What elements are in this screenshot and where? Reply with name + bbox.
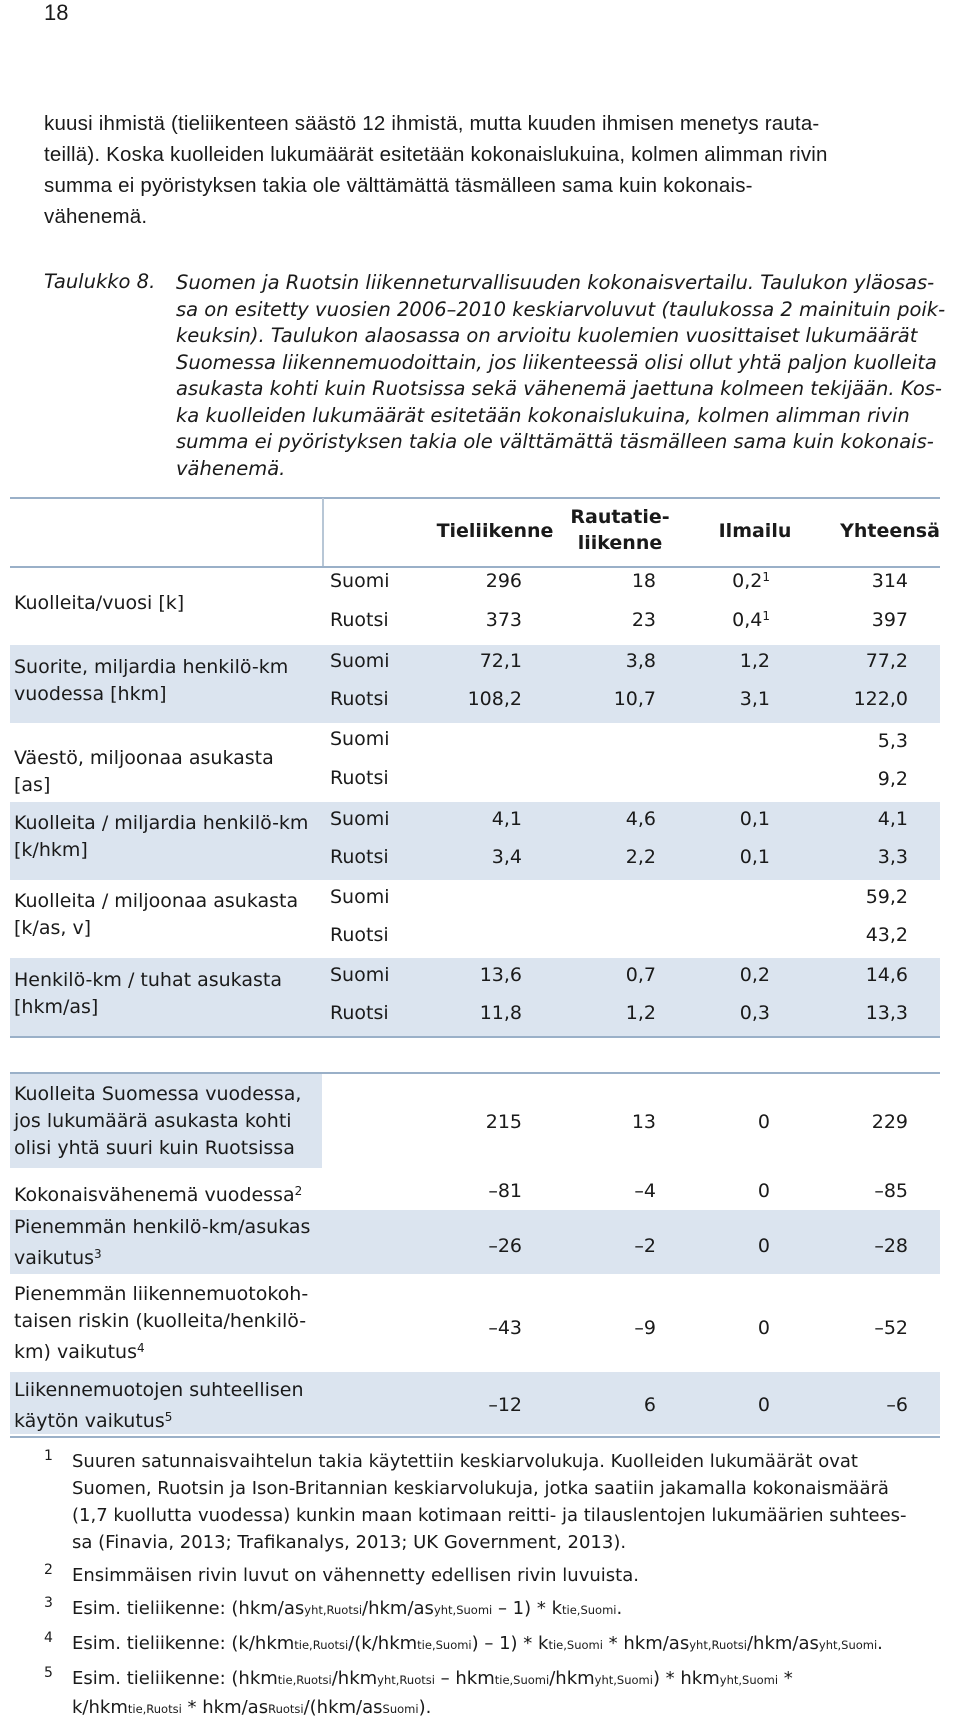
header-rautatieliikenne-1: Rautatie- [570,506,670,528]
body-line: kuusi ihmistä (tieliikenteen säästö 12 ihmistä, mutta kuuden ihmisen menetys rauta- [44,112,820,135]
country-label: Ruotsi [330,1002,389,1024]
body-line: summa ei pyöristyksen takia ole välttämättä täsmälleen sama kuin kokonais- [44,174,753,197]
table-cell: –26 [488,1235,522,1257]
table-cell: –43 [488,1317,522,1339]
table-cell: –6 [886,1394,908,1416]
caption-line: Suomen ja Ruotsin liikenneturvallisuuden kokonaisvertailu. Taulukon yläosas- [176,271,935,294]
footnote-line: Ensimmäisen rivin luvut on vähennetty edellisen rivin luvuista. [72,1565,639,1586]
table-cell-value: 0,4 [732,609,763,631]
table-caption-label: Taulukko 8. [44,270,156,293]
table-cell: 10,7 [613,688,656,710]
footnote-line: Suomen, Ruotsin ja Ison-Britannian keskiarvolukuja, jotka saatiin jakamalla kokonaismäärä [72,1478,889,1499]
table-cell: 0,7 [625,964,656,986]
footnotes [44,1448,924,1723]
caption-line: keuksin). Taulukon alaosassa on arvioitu kuolemien vuosittaiset lukumäärät [176,324,918,347]
table-cell: 0 [757,1317,770,1339]
table-cell: 1,2 [739,650,770,672]
footnote-1 [44,1448,924,1556]
footnote-number: 1 [44,1448,53,1464]
footnote-ref: 4 [136,1341,145,1355]
table-cell: –28 [874,1235,908,1257]
table-cell: 296 [485,570,522,592]
country-label: Ruotsi [330,767,389,789]
footnote-4 [44,1630,924,1659]
country-label: Suomi [330,964,390,986]
table-cell: 122,0 [853,688,908,710]
bottom-row-label [14,1178,314,1209]
header-ilmailu: Ilmailu [718,520,792,542]
table-cell: –85 [874,1180,908,1202]
label-text: Liikennemuotojen suhteellisen käytön vaikutus [14,1379,304,1432]
table-cell: 108,2 [467,688,522,710]
table-cell: 77,2 [865,650,908,672]
footnote-line: (1,7 kuollutta vuodessa) kunkin maan kotimaan reitti- ja tilauslentojen lukumäärien suhtees- [72,1505,907,1526]
table-cell: 13,3 [865,1002,908,1024]
table-cell: 23 [631,609,656,631]
footnote-ref: 2 [294,1184,303,1198]
caption-line: summa ei pyöristyksen takia ole välttämättä täsmälleen sama kuin kokonais- [176,430,934,453]
footnote-number: 5 [44,1665,53,1681]
label-text: Pienemmän henkilö-km/asukas vaikutus [14,1216,311,1269]
table-cell: –4 [634,1180,656,1202]
table-cell: 0,1 [739,846,770,868]
table-cell: –52 [874,1317,908,1339]
table-rule [10,1036,940,1038]
header-yhteensa: Yhteensä [840,520,940,542]
footnote-line: k/hkmtie,Ruotsi * hkm/asRuotsi/(hkm/asSuomi). [72,1697,432,1718]
country-label: Suomi [330,570,390,592]
caption-line: Suomessa liikennemuodoittain, jos liikenteessä olisi ollut yhtä paljon kuolleita [176,350,937,374]
country-label: Suomi [330,728,390,750]
table-cell: 0 [757,1394,770,1416]
footnote-line: Suuren satunnaisvaihtelun takia käytettiin keskiarvolukuja. Kuolleiden lukumäärät ovat [72,1451,858,1472]
footnote-5 [44,1665,924,1723]
group-label: Kuolleita / miljoonaa asukasta [k/as, v] [14,890,299,939]
country-label: Ruotsi [330,846,389,868]
table-cell: 2,2 [625,846,656,868]
group-label: Suorite, miljardia henkilö-km vuodessa [hkm] [14,656,289,705]
table-cell: 0,1 [739,808,770,830]
country-label: Ruotsi [330,924,389,946]
group-label: Henkilö-km / tuhat asukasta [hkm/as] [14,969,282,1018]
table-cell-value: 0,2 [732,570,763,592]
footnote-ref: 1 [762,609,770,623]
country-label: Ruotsi [330,609,389,631]
table-cell: 13 [631,1111,656,1133]
group-label: Väestö, miljoonaa asukasta [as] [14,747,274,796]
table-cell: 3,8 [625,650,656,672]
caption-line: sa on esitetty vuosien 2006–2010 keskiarvoluvut (taulukossa 2 mainituin poik- [176,297,946,321]
table-caption [176,270,946,482]
table-cell: 43,2 [865,924,908,946]
table-cell: –9 [634,1317,656,1339]
page-number: 18 [44,0,69,25]
table-cell: 0,2 [739,964,770,986]
table-cell: 3,4 [491,846,522,868]
table-cell: 373 [485,609,522,631]
table-cell: –2 [634,1235,656,1257]
table-cell: 215 [485,1111,522,1133]
table-cell [690,609,770,631]
group-label: Kuolleita/vuosi [k] [14,592,185,614]
footnote-number: 2 [44,1562,53,1578]
table-cell: 3,1 [739,688,770,710]
table-cell: 0 [757,1235,770,1257]
bottom-row-label: Kuolleita Suomessa vuodessa, jos lukumäärä asukasta kohti olisi yhtä suuri kuin Ruotsissa [14,1083,302,1159]
country-label: Suomi [330,650,390,672]
footnote-ref: 3 [94,1247,102,1261]
header-rautatieliikenne-2: liikenne [577,532,663,554]
bottom-row-label [14,1214,314,1272]
table-cell: 397 [871,609,908,631]
header-tieliikenne: Tieliikenne [436,520,554,542]
table-cell: 5,3 [877,730,908,752]
table-cell: 3,3 [877,846,908,868]
footnote-line: Esim. tieliikenne: (hkmtie,Ruotsi/hkmyht,Ruotsi – hkmtie,Suomi/hkmyht,Suomi) * hkmyht,Suomi * [72,1668,793,1689]
table-rule [10,566,940,568]
caption-line: ka kuolleiden lukumäärät esitetään kokonaislukuina, kolmen alimman rivin [176,403,910,427]
header-divider [322,498,324,566]
table-cell: 14,6 [865,964,908,986]
table-cell: 4,1 [877,808,908,830]
table-cell: 59,2 [865,886,908,908]
table-cell: 0 [757,1180,770,1202]
table-cell: 11,8 [479,1002,522,1024]
footnote-2 [44,1562,924,1589]
country-label: Ruotsi [330,688,389,710]
footnote-ref: 5 [164,1410,173,1424]
label-text: Pienemmän liikennemuotokoh-taisen riskin (kuolleita/henkilö-km) vaikutus [14,1283,309,1363]
table-cell: 4,1 [491,808,522,830]
table-cell [690,570,770,592]
country-label: Suomi [330,808,390,830]
footnote-number: 3 [44,1595,53,1611]
table-cell: 9,2 [877,768,908,790]
table-rule [10,497,940,499]
table-cell: –12 [488,1394,522,1416]
table-cell: –81 [488,1180,522,1202]
table-cell: 72,1 [479,650,522,672]
country-label: Suomi [330,886,390,908]
body-line: vähenemä. [44,205,148,228]
table-cell: 0,3 [739,1002,770,1024]
label-text: Kokonaisvähenemä vuodessa [14,1184,295,1206]
bottom-row-label [14,1377,314,1435]
table-cell: 13,6 [479,964,522,986]
footnote-number: 4 [44,1630,53,1646]
table-cell: 229 [871,1111,908,1133]
table-cell: 0 [757,1111,770,1133]
caption-line: vähenemä. [176,456,286,480]
footnote-ref: 1 [762,570,770,584]
footnote-line: Esim. tieliikenne: (hkm/asyht,Ruotsi/hkm/asyht,Suomi – 1) * ktie,Suomi. [72,1598,623,1619]
table-cell: 4,6 [625,808,656,830]
table-cell: 6 [643,1394,656,1416]
footnote-3 [44,1595,924,1624]
body-line: teillä). Koska kuolleiden lukumäärät esitetään kokonaislukuina, kolmen alimman rivin [44,143,828,166]
table-cell: 1,2 [625,1002,656,1024]
group-label: Kuolleita / miljardia henkilö-km [k/hkm] [14,812,309,861]
table-rule [10,1436,940,1438]
footnote-line: sa (Finavia, 2013; Trafikanalys, 2013; UK Government, 2013). [72,1532,627,1553]
table-cell: 314 [871,570,908,592]
table-cell: 18 [631,570,656,592]
bottom-row-label [14,1281,314,1366]
caption-line: asukasta kohti kuin Ruotsissa sekä vähenemä jaettuna kolmeen tekijään. Kos- [176,377,942,400]
footnote-line: Esim. tieliikenne: (k/hkmtie,Ruotsi/(k/hkmtie,Suomi) – 1) * ktie,Suomi * hkm/asyht,Ruotsi/hkm/asyht,Suomi. [72,1633,883,1654]
body-paragraph [44,108,924,232]
